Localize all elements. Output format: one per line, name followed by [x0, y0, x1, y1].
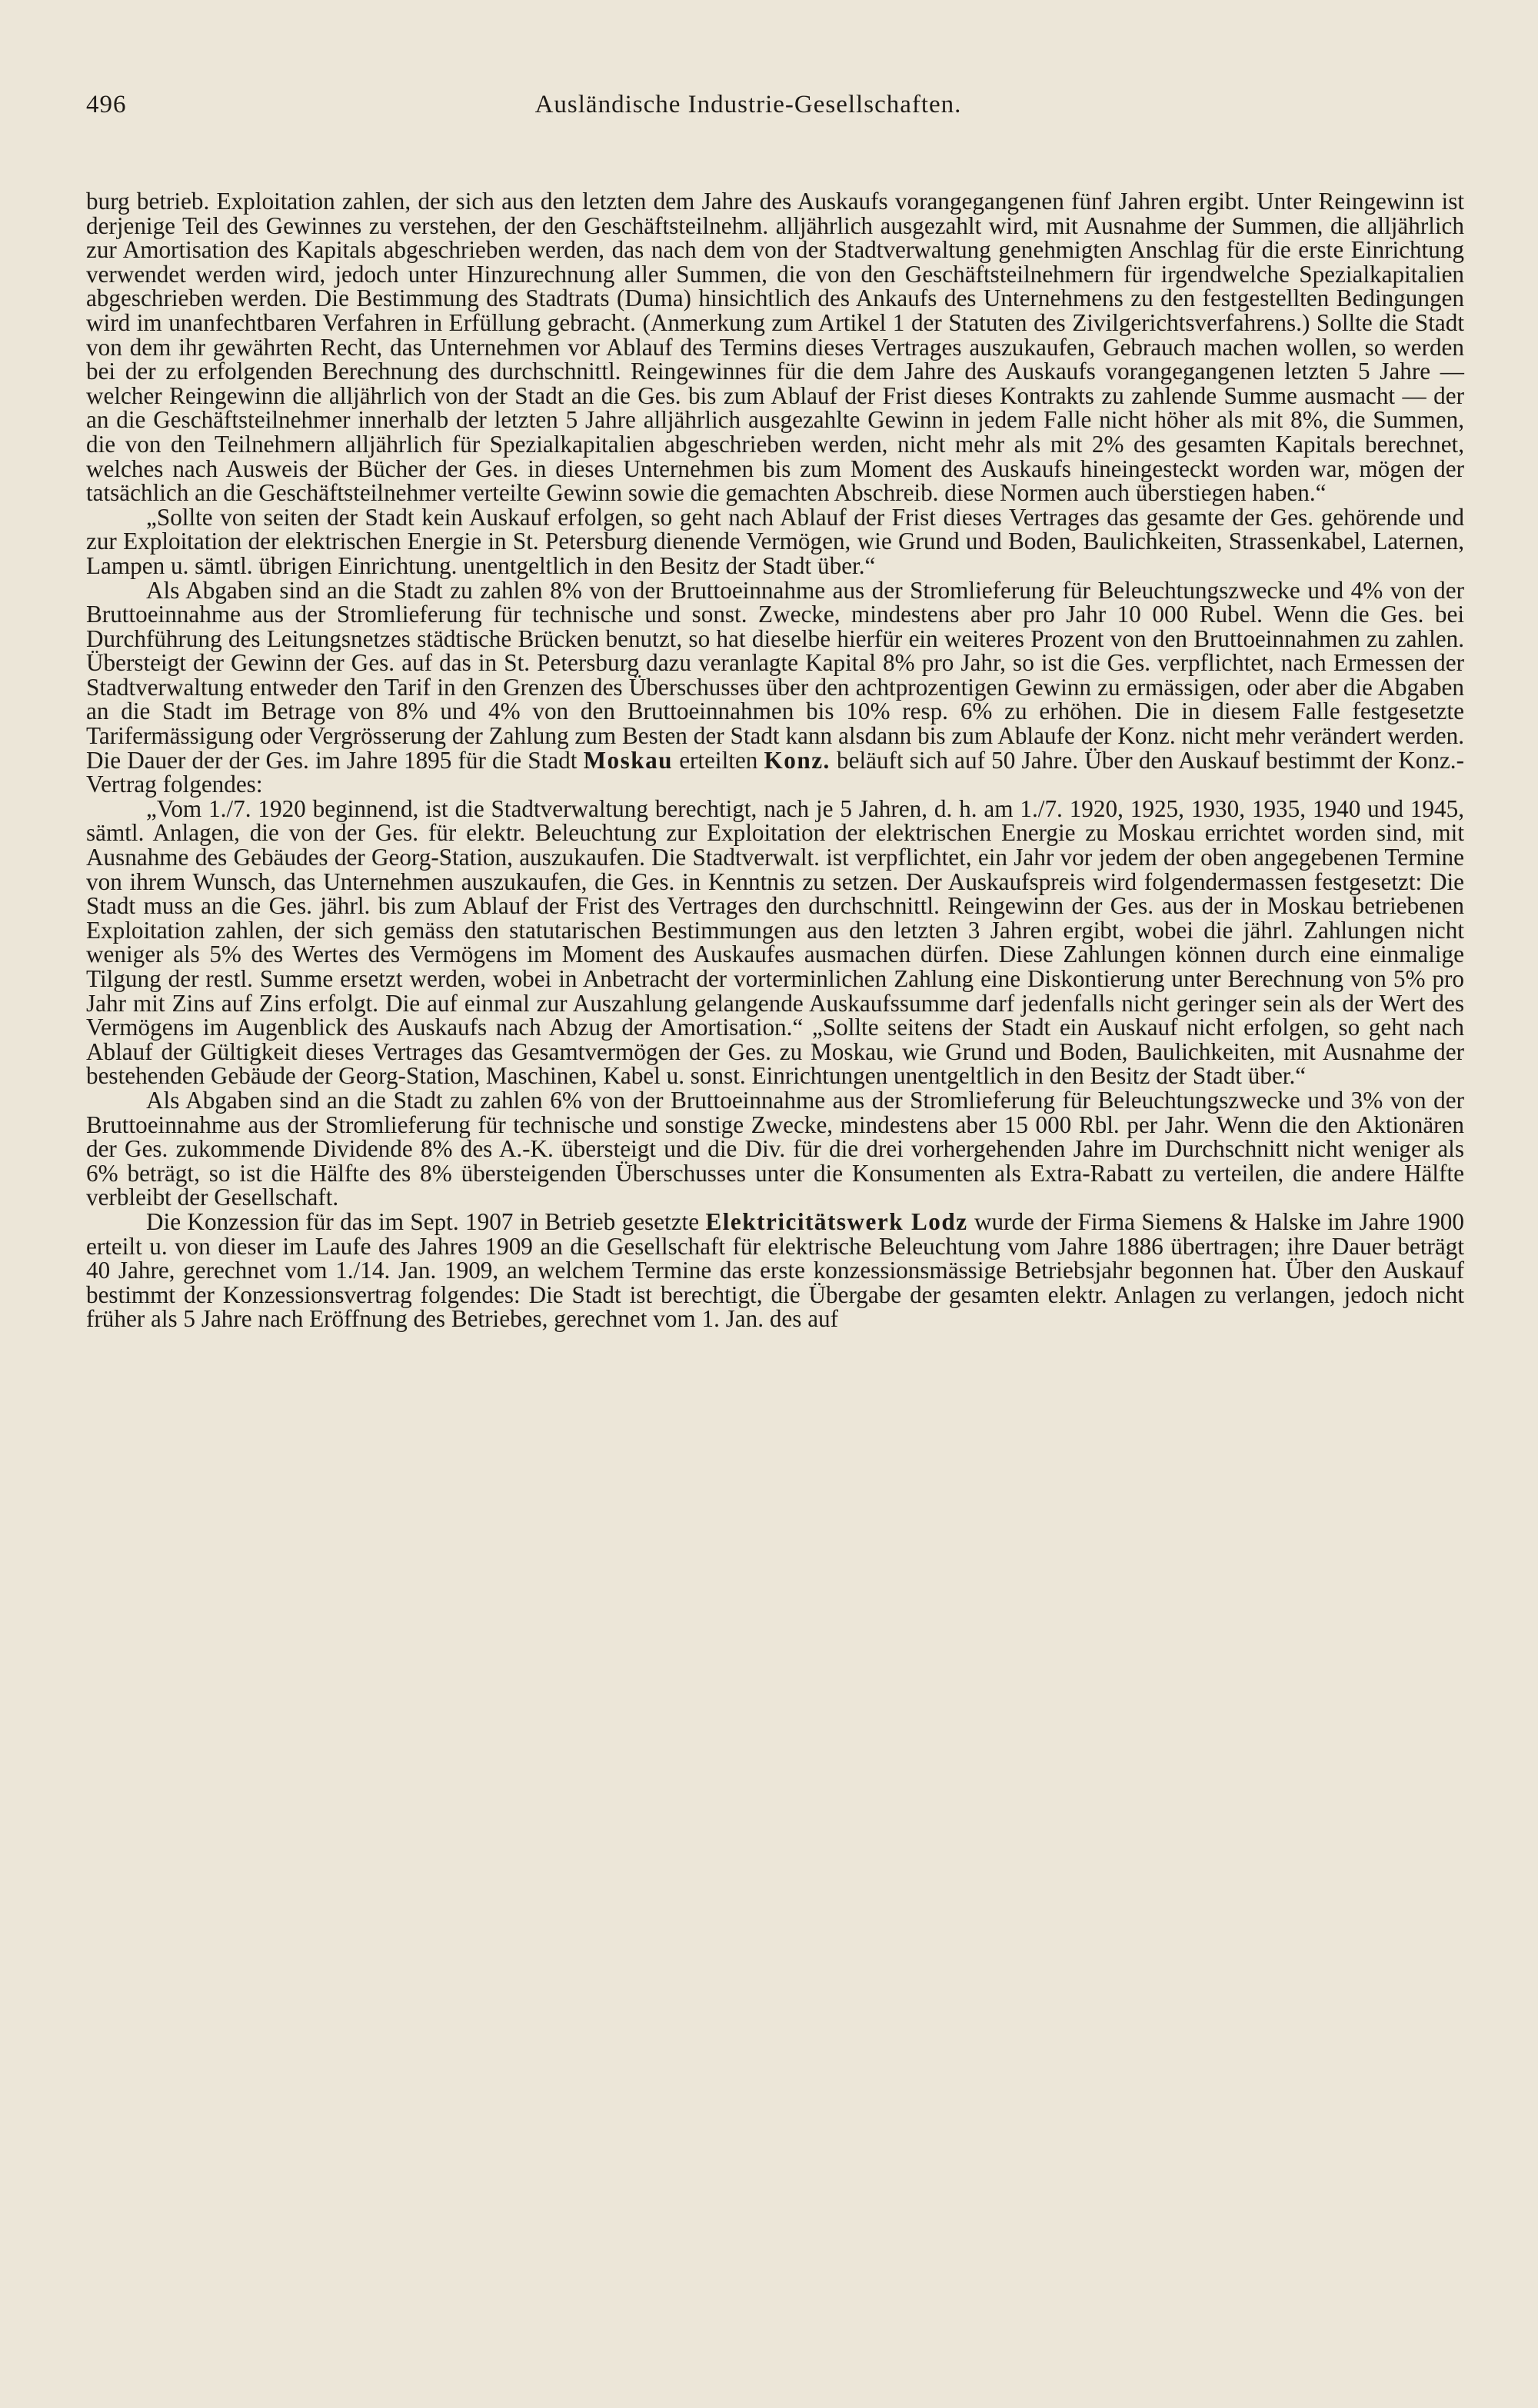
paragraph — [86, 578, 1464, 797]
page-number: 496 — [86, 91, 127, 118]
text-run: wurde der Firma Siemens & Halske im Jahre 1900 erteilt u. von dieser im Laufe des Jahres 1909 an die Gesellschaft für elektrische Beleuchtung vom Jahre 1886 übertragen; ihre Dauer beträgt 40 Jahre, gerechnet vom 1./14. Jan. 1909, an welchem Termine das erste konzessionsmässige Betriebsjahr begonnen hat. Über den Auskauf bestimmt der Konzessionsvertrag folgendes: Die Stadt ist berechtigt, die Übergabe der gesamten elektr. Anlagen zu verlangen, jedoch nicht früher als 5 Jahre nach Eröffnung des Betriebes, gerechnet vom 1. Jan. des auf — [86, 1207, 1464, 1333]
bold-term-elektricitaetswerk-lodz: Elektricitätswerk Lodz — [705, 1207, 968, 1235]
paragraph — [86, 1088, 1464, 1210]
page-header — [86, 91, 1464, 137]
bold-term-moskau: Moskau — [583, 746, 674, 774]
text-run: Die Konzession für das im Sept. 1907 in Betrieb gesetzte — [146, 1207, 706, 1235]
paragraph — [86, 189, 1464, 505]
text-run: beläuft sich auf 50 Jahre. Über den Auskauf bestimmt der Konz.-Vertrag folgendes: — [86, 746, 1464, 798]
paragraph — [86, 794, 1464, 1090]
paragraph — [86, 1207, 1464, 1333]
text-run: Als Abgaben sind an die Stadt zu zahlen 6% von der Bruttoeinnahme aus der Stromlieferung für Beleuchtungszwecke und 3% von der Bruttoeinnahme aus der Stromlieferung für technische und sonstige Zwecke, mindestens aber 15 000 Rbl. per Jahr. Wenn die den Aktionären der Ges. zukommende Dividende 8% des A.-K. übersteigt und die Div. für die drei vorhergehenden Jahre im Durchschnitt nicht weniger als 6% beträgt, so ist die Hälfte des 8% übersteigenden Überschusses unter die Konsumenten als Extra-Rabatt zu verteilen, die andere Hälfte verbleibt der Gesellschaft. — [86, 1086, 1464, 1211]
text-run: erteilten — [673, 746, 764, 774]
paragraph — [86, 505, 1464, 578]
text-run: Als Abgaben sind an die Stadt zu zahlen 8% von der Bruttoeinnahme aus der Stromlieferung für Beleuchtungszwecke und 4% von der Bruttoeinnahme aus der Stromlieferung für technische und sonst. Zwecke, mindestens aber pro Jahr 10 000 Rubel. Wenn die Ges. bei Durchführung des Leitungsnetzes städtische Brücken benutzt, so hat dieselbe hierfür ein weiteres Prozent von den Bruttoeinnahmen zu zahlen. Übersteigt der Gewinn der Ges. auf das in St. Petersburg dazu veranlagte Kapital 8% pro Jahr, so ist die Ges. verpflichtet, nach Ermessen der Stadtverwaltung entweder den Tarif in den Grenzen des Überschusses über den achtprozentigen Gewinn zu ermässigen, oder aber die Abgaben an die Stadt im Betrage von 8% und 4% von den Bruttoeinnahmen bis 10% resp. 6% zu erhöhen. Die in diesem Falle festgesetzte Tarifermässigung oder Vergrösserung der Zahlung zum Besten der Stadt kann alsdann bis zum Ablaufe der Konz. nicht mehr verändert werden. Die Dauer der der Ges. im Jahre 1895 für die Stadt — [86, 576, 1464, 774]
text-run: „Sollte von seiten der Stadt kein Auskauf erfolgen, so geht nach Ablauf der Frist dieses Vertrages das gesamte der Ges. gehörende und zur Exploitation der elektrischen Energie in St. Petersburg dienende Vermögen, wie Grund und Boden, Baulichkeiten, Strassenkabel, Laternen, Lampen u. sämtl. übrigen Einrichtung. unentgeltlich in den Besitz der Stadt über.“ — [86, 503, 1464, 579]
document-body — [86, 189, 1464, 1331]
running-title: Ausländische Industrie-Gesellschaften. — [534, 91, 962, 118]
text-run: burg betrieb. Exploitation zahlen, der sich aus den letzten dem Jahre des Auskaufs vorangegangenen fünf Jahren ergibt. Unter Reingewinn ist derjenige Teil des Gewinnes zu verstehen, der den Geschäftsteilnehm. alljährlich ausgezahlt wird, mit Ausnahme der Summen, die alljährlich zur Amortisation des Kapitals abgeschrieben werden, das nach dem von der Stadtverwaltung genehmigten Anschlag für die erste Einrichtung verwendet werden wird, jedoch unter Hinzurechnung aller Summen, die von den Geschäftsteilnehmern für irgendwelche Spezialkapitalien abgeschrieben werden. Die Bestimmung des Stadtrats (Duma) hinsichtlich des Ankaufs des Unternehmens zu den festgestellten Bedingungen wird im unanfechtbaren Verfahren in Erfüllung gebracht. (Anmerkung zum Artikel 1 der Statuten des Zivilgerichtsverfahrens.) Sollte die Stadt von dem ihr gewährten Recht, das Unternehmen vor Ablauf des Termins dieses Vertrages auszukaufen, Gebrauch machen wollen, so werden bei der zu erfolgenden Berechnung des durchschnittl. Reingewinnes für die dem Jahre des Auskaufs vorangegangenen letzten 5 Jahre — welcher Reingewinn die alljährlich von der Stadt an die Ges. bis zum Ablauf der Frist dieses Kontrakts zu zahlende Summe ausmacht — der an die Geschäftsteilnehmer innerhalb der letzten 5 Jahre alljährlich ausgezahlte Gewinn in jedem Falle nicht höher als mit 8%, die Summen, die von den Teilnehmern alljährlich für Spezialkapitalien abgeschrieben werden, nicht mehr als mit 2% des gesamten Kapitals berechnet, welches nach Ausweis der Bücher der Ges. in dieses Unternehmen bis zum Moment des Auskaufs hineingesteckt worden war, mögen der tatsächlich an die Geschäftsteilnehmer verteilte Gewinn sowie die gemachten Abschreib. diese Normen auch überstiegen haben.“ — [86, 188, 1464, 507]
text-run: „Vom 1./7. 1920 beginnend, ist die Stadtverwaltung berechtigt, nach je 5 Jahren, d. h. am 1./7. 1920, 1925, 1930, 1935, 1940 und 1945, sämtl. Anlagen, die von der Ges. für elektr. Beleuchtung zur Exploitation der elektrischen Energie zu Moskau errichtet worden sind, mit Ausnahme des Gebäudes der Georg-Station, auszukaufen. Die Stadtverwalt. ist verpflichtet, ein Jahr vor jedem der oben angegebenen Termine von ihrem Wunsch, das Unternehmen auszukaufen, die Ges. in Kenntnis zu setzen. Der Auskaufspreis wird folgendermassen festgesetzt: Die Stadt muss an die Ges. jährl. bis zum Ablauf der Frist des Vertrages den durchschnittl. Reingewinn der Ges. aus der in Moskau betriebenen Exploitation zahlen, der sich gemäss den statutarischen Bestimmungen aus den letzten 3 Jahren ergibt, wobei die jährl. Zahlungen nicht weniger als 5% des Wertes des Vermögens im Moment des Auskaufes ausmachen dürfen. Diese Zahlungen können durch eine einmalige Tilgung der restl. Summe ersetzt werden, wobei in Anbetracht der vorterminlichen Zahlung eine Diskontierung unter Berechnung von 5% pro Jahr mit Zins auf Zins erfolgt. Die auf einmal zur Auszahlung gelangende Auskaufssumme darf jedenfalls nicht geringer sein als der Wert des Vermögens im Augenblick des Auskaufs nach Abzug der Amortisation.“ „Sollte seitens der Stadt ein Auskauf nicht erfolgen, so geht nach Ablauf der Gültigkeit dieses Vertrages das Gesamtvermögen der Ges. zu Moskau, wie Grund und Boden, Baulichkeiten, mit Ausnahme der bestehenden Gebäude der Georg-Station, Maschinen, Kabel u. sonst. Einrichtungen unentgeltlich in den Besitz der Stadt über.“ — [86, 794, 1464, 1090]
bold-term-konz: Konz. — [764, 746, 831, 774]
